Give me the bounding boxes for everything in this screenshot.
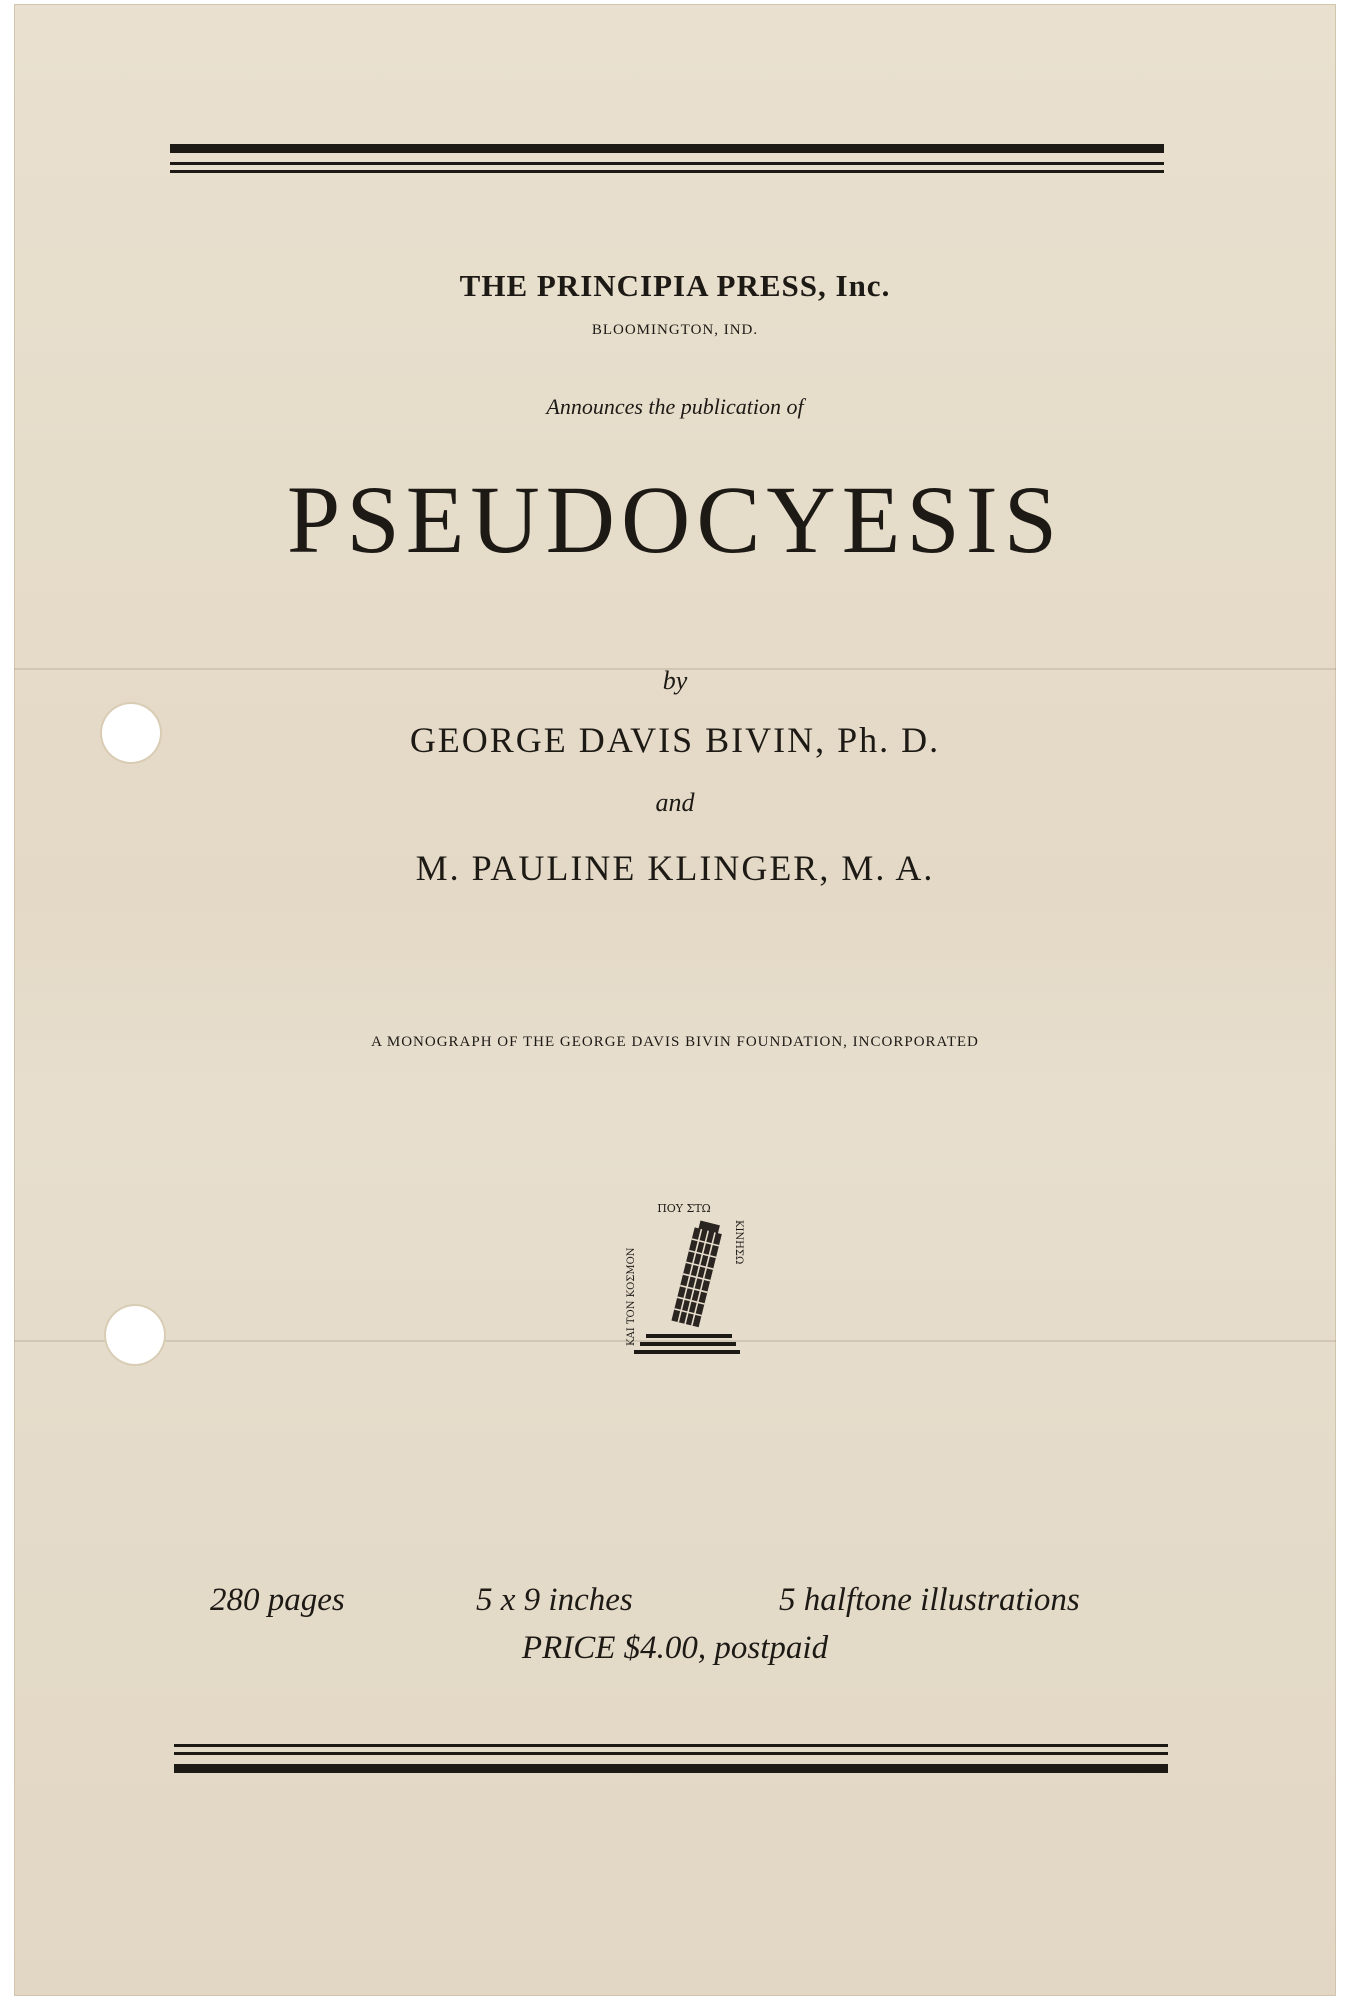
book-title: PSEUDOCYESIS — [286, 466, 1064, 573]
spec-illustrations: 5 halftone illustrations — [779, 1582, 1080, 1618]
announcement-line: Announces the publication of — [546, 394, 804, 419]
publisher-name: THE PRINCIPIA PRESS, Inc. — [459, 268, 891, 303]
spec-size: 5 x 9 inches — [476, 1582, 633, 1618]
price-line: PRICE $4.00, postpaid — [521, 1630, 829, 1666]
rule-thin — [174, 1752, 1168, 1755]
by-line: by — [662, 666, 688, 695]
emblem-inscription-left: ΚΑΙ ΤΟΝ ΚΟΣΜΟΝ — [626, 1247, 637, 1346]
author-primary: GEORGE DAVIS BIVIN, Ph. D. — [409, 720, 941, 760]
announcement-sheet — [14, 4, 1336, 1996]
top-rule-group — [170, 144, 1164, 180]
rule-thick — [170, 144, 1164, 153]
spec-pages: 280 pages — [210, 1582, 345, 1618]
publisher-city: BLOOMINGTON, IND. — [591, 322, 759, 338]
bottom-rule-group — [174, 1744, 1168, 1780]
rule-thick — [174, 1764, 1168, 1773]
rule-thin — [174, 1744, 1168, 1747]
leaning-tower-of-pisa-icon — [624, 1200, 744, 1356]
rule-thin — [170, 170, 1164, 173]
rule-thin — [170, 162, 1164, 165]
tower-shape — [671, 1220, 723, 1328]
emblem-inscription-top: ΠΟΥ ΣΤΩ — [657, 1202, 711, 1215]
author-conjunction: and — [655, 788, 695, 817]
punch-hole-lower — [106, 1306, 164, 1364]
author-secondary: M. PAULINE KLINGER, M. A. — [415, 848, 935, 888]
emblem-inscription-right: ΚΙΝΗΣΩ — [733, 1220, 744, 1265]
series-statement: A MONOGRAPH OF THE GEORGE DAVIS BIVIN FOUNDATION, INCORPORATED — [371, 1034, 979, 1050]
